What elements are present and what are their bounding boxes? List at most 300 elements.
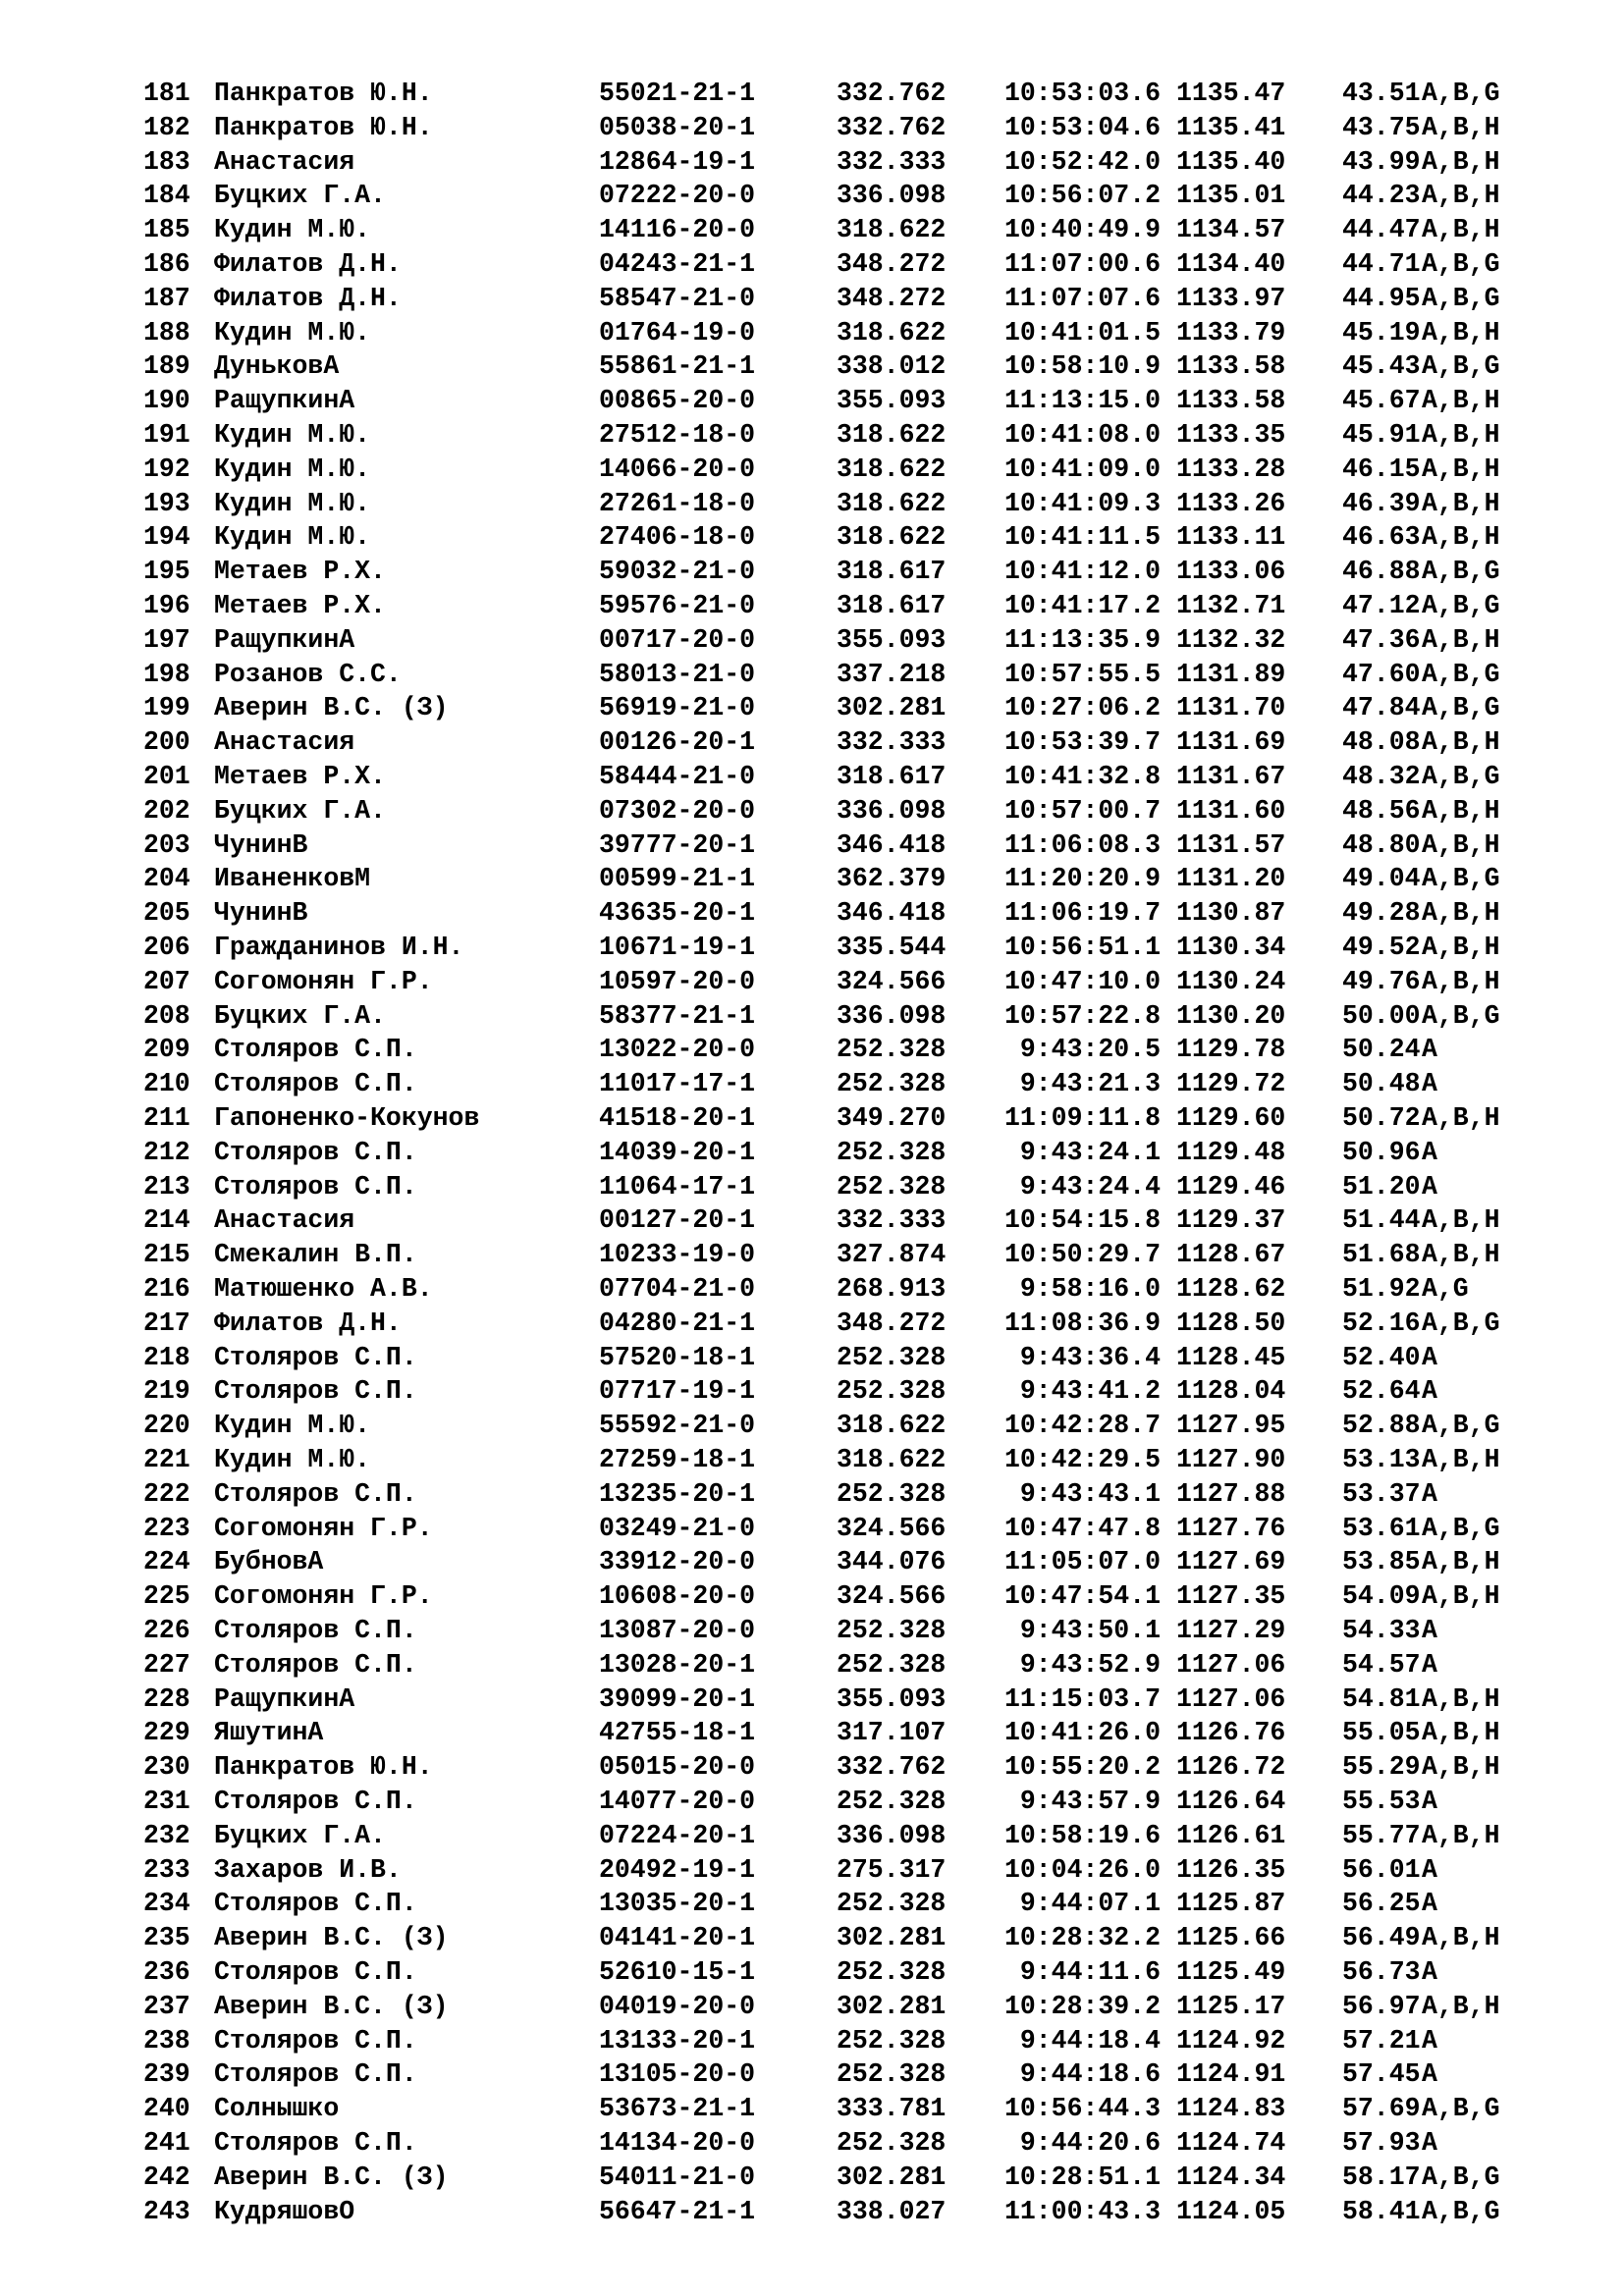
speed: 1131.57 <box>1176 829 1286 860</box>
ring-number: 14116-20-0 <box>599 215 756 245</box>
distance: 327.874 <box>837 1240 947 1270</box>
distance: 318.622 <box>837 317 947 347</box>
categories: A <box>1422 1889 1437 1919</box>
arrival-time: 10:56:07.2 <box>1003 181 1161 211</box>
categories: A,B,H <box>1422 1991 1500 2021</box>
place-number: 190 <box>143 386 190 416</box>
fancier-name: Столяров С.П. <box>214 1035 417 1065</box>
arrival-time: 10:58:19.6 <box>1003 1820 1161 1850</box>
categories: A <box>1422 1854 1437 1885</box>
speed: 1128.50 <box>1176 1308 1286 1338</box>
points: 54.81 <box>1342 1683 1421 1714</box>
speed: 1130.34 <box>1176 933 1286 962</box>
speed: 1134.40 <box>1176 249 1286 279</box>
arrival-time: 11:13:35.9 <box>1003 624 1161 655</box>
distance: 302.281 <box>837 2162 947 2192</box>
categories: A <box>1422 1137 1437 1167</box>
arrival-time: 10:28:51.1 <box>1003 2162 1161 2192</box>
ring-number: 20492-19-1 <box>599 1854 756 1885</box>
speed: 1132.32 <box>1176 624 1286 655</box>
speed: 1124.91 <box>1176 2059 1286 2090</box>
speed: 1126.76 <box>1176 1718 1286 1748</box>
fancier-name: Анастасия <box>214 146 355 177</box>
arrival-time: 11:13:15.0 <box>1003 386 1161 416</box>
fancier-name: Столяров С.П. <box>214 1957 417 1987</box>
arrival-time: 10:41:32.8 <box>1003 762 1161 791</box>
distance: 317.107 <box>837 1718 947 1748</box>
place-number: 243 <box>143 2196 190 2226</box>
ring-number: 14039-20-1 <box>599 1137 756 1167</box>
points: 51.92 <box>1342 1274 1421 1304</box>
ring-number: 58547-21-0 <box>599 283 756 313</box>
speed: 1133.79 <box>1176 317 1286 347</box>
distance: 318.622 <box>837 1445 947 1474</box>
categories: A,B,H <box>1422 727 1500 758</box>
fancier-name: Столяров С.П. <box>214 1171 417 1201</box>
categories: A,B,G <box>1422 557 1500 587</box>
speed: 1133.11 <box>1176 522 1286 553</box>
speed: 1129.37 <box>1176 1205 1286 1236</box>
distance: 252.328 <box>837 1069 947 1099</box>
categories: A,B,H <box>1422 933 1500 962</box>
points: 53.85 <box>1342 1547 1421 1577</box>
categories: A,B,G <box>1422 2094 1500 2124</box>
distance: 302.281 <box>837 1991 947 2021</box>
speed: 1133.06 <box>1176 557 1286 587</box>
points: 47.12 <box>1342 591 1421 620</box>
distance: 318.622 <box>837 1411 947 1441</box>
fancier-name: Столяров С.П. <box>214 1342 417 1372</box>
categories: A,B,G <box>1422 2196 1500 2226</box>
fancier-name: Столяров С.П. <box>214 1069 417 1099</box>
ring-number: 13028-20-1 <box>599 1649 756 1680</box>
arrival-time: 11:07:00.6 <box>1003 249 1161 279</box>
fancier-name: Кудин М.Ю. <box>214 1411 371 1441</box>
fancier-name: Столяров С.П. <box>214 2059 417 2090</box>
points: 56.25 <box>1342 1889 1421 1919</box>
categories: A,B,H <box>1422 1923 1500 1953</box>
ring-number: 05038-20-1 <box>599 112 756 142</box>
ring-number: 58377-21-1 <box>599 1000 756 1031</box>
points: 47.84 <box>1342 693 1421 723</box>
arrival-time: 9:44:20.6 <box>1019 2128 1161 2158</box>
distance: 336.098 <box>837 795 947 826</box>
arrival-time: 11:07:07.6 <box>1003 283 1161 313</box>
ring-number: 10233-19-0 <box>599 1240 756 1270</box>
categories: A,B,H <box>1422 624 1500 655</box>
speed: 1131.89 <box>1176 659 1286 689</box>
distance: 275.317 <box>837 1854 947 1885</box>
speed: 1133.35 <box>1176 420 1286 450</box>
fancier-name: Анастасия <box>214 1205 355 1236</box>
points: 50.24 <box>1342 1035 1421 1065</box>
place-number: 217 <box>143 1308 190 1338</box>
categories: A,B,H <box>1422 454 1500 484</box>
arrival-time: 10:41:08.0 <box>1003 420 1161 450</box>
distance: 318.622 <box>837 215 947 245</box>
points: 48.08 <box>1342 727 1421 758</box>
fancier-name: Столяров С.П. <box>214 1649 417 1680</box>
speed: 1124.34 <box>1176 2162 1286 2192</box>
points: 50.96 <box>1342 1137 1421 1167</box>
speed: 1126.35 <box>1176 1854 1286 1885</box>
distance: 252.328 <box>837 2025 947 2056</box>
points: 56.97 <box>1342 1991 1421 2021</box>
place-number: 187 <box>143 283 190 313</box>
fancier-name: РащупкинА <box>214 1683 355 1714</box>
place-number: 201 <box>143 762 190 791</box>
speed: 1125.66 <box>1176 1923 1286 1953</box>
arrival-time: 10:55:20.2 <box>1003 1752 1161 1783</box>
arrival-time: 9:43:21.3 <box>1019 1069 1161 1099</box>
arrival-time: 10:50:29.7 <box>1003 1240 1161 1270</box>
place-number: 181 <box>143 79 190 108</box>
speed: 1126.64 <box>1176 1787 1286 1816</box>
speed: 1124.74 <box>1176 2128 1286 2158</box>
fancier-name: Панкратов Ю.Н. <box>214 112 433 142</box>
categories: A,B,G <box>1422 591 1500 620</box>
fancier-name: Буцких Г.А. <box>214 1000 386 1031</box>
speed: 1127.35 <box>1176 1581 1286 1612</box>
fancier-name: Столяров С.П. <box>214 1137 417 1167</box>
ring-number: 42755-18-1 <box>599 1718 756 1748</box>
ring-number: 13035-20-1 <box>599 1889 756 1919</box>
speed: 1130.87 <box>1176 898 1286 929</box>
points: 44.47 <box>1342 215 1421 245</box>
categories: A,B,H <box>1422 181 1500 211</box>
arrival-time: 10:53:04.6 <box>1003 112 1161 142</box>
speed: 1133.58 <box>1176 351 1286 382</box>
fancier-name: Столяров С.П. <box>214 1376 417 1407</box>
ring-number: 55592-21-0 <box>599 1411 756 1441</box>
place-number: 199 <box>143 693 190 723</box>
distance: 348.272 <box>837 249 947 279</box>
points: 55.05 <box>1342 1718 1421 1748</box>
fancier-name: Столяров С.П. <box>214 1787 417 1816</box>
distance: 252.328 <box>837 1376 947 1407</box>
arrival-time: 10:28:32.2 <box>1003 1923 1161 1953</box>
arrival-time: 10:41:09.3 <box>1003 488 1161 518</box>
categories: A,B,G <box>1422 693 1500 723</box>
speed: 1135.40 <box>1176 146 1286 177</box>
categories: A <box>1422 2128 1437 2158</box>
speed: 1132.71 <box>1176 591 1286 620</box>
categories: A,B,G <box>1422 659 1500 689</box>
categories: A,B,G <box>1422 79 1500 108</box>
fancier-name: Аверин В.С. (З) <box>214 693 449 723</box>
categories: A,B,H <box>1422 522 1500 553</box>
distance: 302.281 <box>837 1923 947 1953</box>
arrival-time: 11:05:07.0 <box>1003 1547 1161 1577</box>
points: 53.13 <box>1342 1445 1421 1474</box>
categories: A,B,H <box>1422 1683 1500 1714</box>
points: 49.52 <box>1342 933 1421 962</box>
points: 55.77 <box>1342 1820 1421 1850</box>
arrival-time: 10:57:00.7 <box>1003 795 1161 826</box>
ring-number: 03249-21-0 <box>599 1513 756 1543</box>
fancier-name: Буцких Г.А. <box>214 1820 386 1850</box>
ring-number: 57520-18-1 <box>599 1342 756 1372</box>
ring-number: 01764-19-0 <box>599 317 756 347</box>
arrival-time: 11:06:08.3 <box>1003 829 1161 860</box>
ring-number: 04141-20-1 <box>599 1923 756 1953</box>
points: 49.76 <box>1342 966 1421 996</box>
ring-number: 04243-21-1 <box>599 249 756 279</box>
points: 54.33 <box>1342 1616 1421 1645</box>
categories: A,B,H <box>1422 1752 1500 1783</box>
arrival-time: 9:43:57.9 <box>1019 1787 1161 1816</box>
ring-number: 39777-20-1 <box>599 829 756 860</box>
points: 49.28 <box>1342 898 1421 929</box>
points: 47.36 <box>1342 624 1421 655</box>
categories: A <box>1422 1342 1437 1372</box>
fancier-name: Столяров С.П. <box>214 2025 417 2056</box>
speed: 1130.20 <box>1176 1000 1286 1031</box>
categories: A,B,G <box>1422 1513 1500 1543</box>
arrival-time: 10:53:39.7 <box>1003 727 1161 758</box>
speed: 1133.26 <box>1176 488 1286 518</box>
speed: 1129.60 <box>1176 1103 1286 1133</box>
arrival-time: 10:41:09.0 <box>1003 454 1161 484</box>
place-number: 231 <box>143 1787 190 1816</box>
speed: 1124.92 <box>1176 2025 1286 2056</box>
points: 53.61 <box>1342 1513 1421 1543</box>
fancier-name: Метаев Р.Х. <box>214 557 386 587</box>
categories: A,B,H <box>1422 317 1500 347</box>
speed: 1135.41 <box>1176 112 1286 142</box>
speed: 1128.45 <box>1176 1342 1286 1372</box>
fancier-name: ДуньковА <box>214 351 340 382</box>
ring-number: 54011-21-0 <box>599 2162 756 2192</box>
ring-number: 13087-20-0 <box>599 1616 756 1645</box>
distance: 348.272 <box>837 283 947 313</box>
points: 52.64 <box>1342 1376 1421 1407</box>
arrival-time: 10:47:47.8 <box>1003 1513 1161 1543</box>
categories: A <box>1422 1787 1437 1816</box>
distance: 252.328 <box>837 1616 947 1645</box>
points: 51.44 <box>1342 1205 1421 1236</box>
categories: A,B,H <box>1422 1718 1500 1748</box>
place-number: 202 <box>143 795 190 826</box>
arrival-time: 9:43:52.9 <box>1019 1649 1161 1680</box>
ring-number: 11064-17-1 <box>599 1171 756 1201</box>
fancier-name: Захаров И.В. <box>214 1854 402 1885</box>
points: 43.99 <box>1342 146 1421 177</box>
place-number: 237 <box>143 1991 190 2021</box>
place-number: 209 <box>143 1035 190 1065</box>
ring-number: 53673-21-1 <box>599 2094 756 2124</box>
points: 50.48 <box>1342 1069 1421 1099</box>
fancier-name: Анастасия <box>214 727 355 758</box>
speed: 1134.57 <box>1176 215 1286 245</box>
ring-number: 11017-17-1 <box>599 1069 756 1099</box>
arrival-time: 9:44:18.4 <box>1019 2025 1161 2056</box>
arrival-time: 10:28:39.2 <box>1003 1991 1161 2021</box>
points: 58.41 <box>1342 2196 1421 2226</box>
arrival-time: 9:58:16.0 <box>1019 1274 1161 1304</box>
ring-number: 59576-21-0 <box>599 591 756 620</box>
points: 43.51 <box>1342 79 1421 108</box>
speed: 1131.20 <box>1176 864 1286 894</box>
categories: A <box>1422 1649 1437 1680</box>
categories: A <box>1422 2059 1437 2090</box>
categories: A <box>1422 2025 1437 2056</box>
points: 50.00 <box>1342 1000 1421 1031</box>
ring-number: 58444-21-0 <box>599 762 756 791</box>
place-number: 213 <box>143 1171 190 1201</box>
speed: 1135.01 <box>1176 181 1286 211</box>
categories: A,B,H <box>1422 420 1500 450</box>
ring-number: 10671-19-1 <box>599 933 756 962</box>
points: 51.20 <box>1342 1171 1421 1201</box>
ring-number: 00127-20-1 <box>599 1205 756 1236</box>
categories: A,B,H <box>1422 966 1500 996</box>
fancier-name: Филатов Д.Н. <box>214 283 402 313</box>
ring-number: 14134-20-0 <box>599 2128 756 2158</box>
ring-number: 13235-20-1 <box>599 1478 756 1509</box>
place-number: 195 <box>143 557 190 587</box>
place-number: 185 <box>143 215 190 245</box>
place-number: 184 <box>143 181 190 211</box>
place-number: 210 <box>143 1069 190 1099</box>
place-number: 189 <box>143 351 190 382</box>
ring-number: 00865-20-0 <box>599 386 756 416</box>
ring-number: 13133-20-1 <box>599 2025 756 2056</box>
fancier-name: Смекалин В.П. <box>214 1240 417 1270</box>
fancier-name: ЧунинВ <box>214 898 308 929</box>
place-number: 194 <box>143 522 190 553</box>
distance: 318.617 <box>837 557 947 587</box>
categories: A,B,H <box>1422 1103 1500 1133</box>
arrival-time: 10:56:51.1 <box>1003 933 1161 962</box>
distance: 332.333 <box>837 727 947 758</box>
distance: 336.098 <box>837 181 947 211</box>
distance: 332.333 <box>837 146 947 177</box>
fancier-name: РащупкинА <box>214 386 355 416</box>
speed: 1131.69 <box>1176 727 1286 758</box>
arrival-time: 11:00:43.3 <box>1003 2196 1161 2226</box>
categories: A,B,H <box>1422 112 1500 142</box>
place-number: 236 <box>143 1957 190 1987</box>
ring-number: 14077-20-0 <box>599 1787 756 1816</box>
place-number: 193 <box>143 488 190 518</box>
ring-number: 07224-20-1 <box>599 1820 756 1850</box>
fancier-name: Гражданинов И.Н. <box>214 933 464 962</box>
categories: A,B,H <box>1422 215 1500 245</box>
distance: 318.617 <box>837 591 947 620</box>
speed: 1127.76 <box>1176 1513 1286 1543</box>
points: 48.32 <box>1342 762 1421 791</box>
arrival-time: 10:41:01.5 <box>1003 317 1161 347</box>
speed: 1127.95 <box>1176 1411 1286 1441</box>
ring-number: 41518-20-1 <box>599 1103 756 1133</box>
speed: 1127.69 <box>1176 1547 1286 1577</box>
place-number: 235 <box>143 1923 190 1953</box>
distance: 336.098 <box>837 1820 947 1850</box>
distance: 252.328 <box>837 1957 947 1987</box>
speed: 1126.61 <box>1176 1820 1286 1850</box>
categories: A,B,G <box>1422 864 1500 894</box>
speed: 1128.62 <box>1176 1274 1286 1304</box>
place-number: 233 <box>143 1854 190 1885</box>
ring-number: 33912-20-0 <box>599 1547 756 1577</box>
categories: A,B,H <box>1422 1820 1500 1850</box>
speed: 1127.06 <box>1176 1683 1286 1714</box>
points: 46.63 <box>1342 522 1421 553</box>
categories: A,B,G <box>1422 283 1500 313</box>
categories: A,B,H <box>1422 795 1500 826</box>
distance: 324.566 <box>837 1581 947 1612</box>
place-number: 221 <box>143 1445 190 1474</box>
ring-number: 10597-20-0 <box>599 966 756 996</box>
place-number: 204 <box>143 864 190 894</box>
categories: A <box>1422 1957 1437 1987</box>
place-number: 214 <box>143 1205 190 1236</box>
categories: A,B,G <box>1422 1411 1500 1441</box>
distance: 355.093 <box>837 386 947 416</box>
place-number: 242 <box>143 2162 190 2192</box>
arrival-time: 10:52:42.0 <box>1003 146 1161 177</box>
arrival-time: 10:42:28.7 <box>1003 1411 1161 1441</box>
arrival-time: 10:53:03.6 <box>1003 79 1161 108</box>
distance: 362.379 <box>837 864 947 894</box>
fancier-name: Филатов Д.Н. <box>214 1308 402 1338</box>
categories: A,B,G <box>1422 762 1500 791</box>
fancier-name: Матюшенко А.В. <box>214 1274 433 1304</box>
place-number: 215 <box>143 1240 190 1270</box>
points: 45.91 <box>1342 420 1421 450</box>
distance: 252.328 <box>837 2059 947 2090</box>
place-number: 192 <box>143 454 190 484</box>
place-number: 232 <box>143 1820 190 1850</box>
speed: 1131.60 <box>1176 795 1286 826</box>
points: 48.80 <box>1342 829 1421 860</box>
categories: A <box>1422 1478 1437 1509</box>
ring-number: 27259-18-1 <box>599 1445 756 1474</box>
categories: A,B,G <box>1422 1308 1500 1338</box>
distance: 252.328 <box>837 2128 947 2158</box>
ring-number: 56919-21-0 <box>599 693 756 723</box>
place-number: 227 <box>143 1649 190 1680</box>
points: 53.37 <box>1342 1478 1421 1509</box>
ring-number: 07222-20-0 <box>599 181 756 211</box>
categories: A,B,G <box>1422 351 1500 382</box>
arrival-time: 10:54:15.8 <box>1003 1205 1161 1236</box>
arrival-time: 10:58:10.9 <box>1003 351 1161 382</box>
points: 57.21 <box>1342 2025 1421 2056</box>
place-number: 234 <box>143 1889 190 1919</box>
fancier-name: Кудин М.Ю. <box>214 488 371 518</box>
ring-number: 56647-21-1 <box>599 2196 756 2226</box>
arrival-time: 9:43:50.1 <box>1019 1616 1161 1645</box>
arrival-time: 10:41:17.2 <box>1003 591 1161 620</box>
points: 56.49 <box>1342 1923 1421 1953</box>
arrival-time: 11:20:20.9 <box>1003 864 1161 894</box>
categories: A,B,H <box>1422 898 1500 929</box>
fancier-name: Филатов Д.Н. <box>214 249 402 279</box>
fancier-name: РащупкинА <box>214 624 355 655</box>
fancier-name: Метаев Р.Х. <box>214 762 386 791</box>
place-number: 222 <box>143 1478 190 1509</box>
fancier-name: ИваненковМ <box>214 864 371 894</box>
arrival-time: 11:15:03.7 <box>1003 1683 1161 1714</box>
distance: 252.328 <box>837 1889 947 1919</box>
ring-number: 55021-21-1 <box>599 79 756 108</box>
fancier-name: Гапоненко-Кокунов <box>214 1103 480 1133</box>
arrival-time: 9:44:18.6 <box>1019 2059 1161 2090</box>
ring-number: 04019-20-0 <box>599 1991 756 2021</box>
arrival-time: 11:09:11.8 <box>1003 1103 1161 1133</box>
